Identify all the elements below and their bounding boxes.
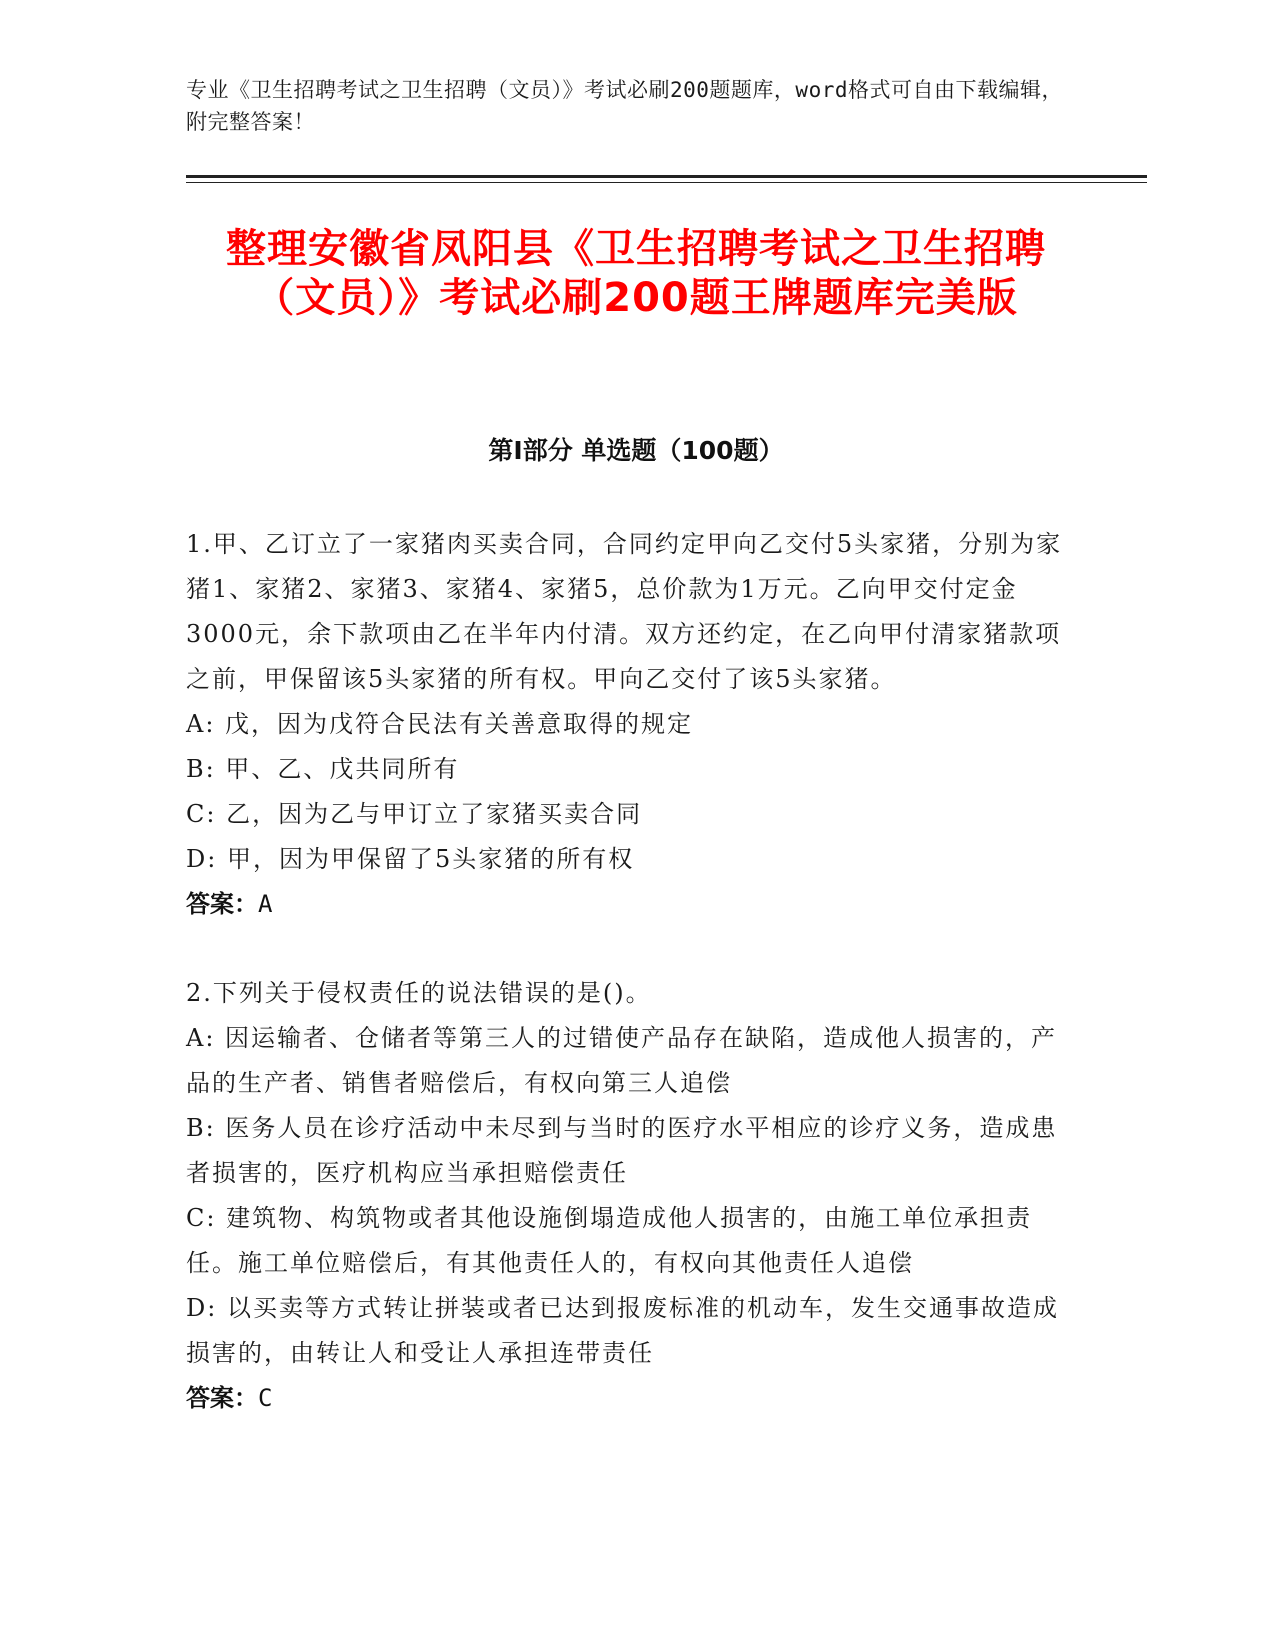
document-title: 整理安徽省凤阳县《卫生招聘考试之卫生招聘（文员）》考试必刷200题王牌题库完美版 [226, 226, 1046, 321]
answer-label: 答案： [186, 890, 258, 918]
option-d: D: 以买卖等方式转让拼装或者已达到报废标准的机动车，发生交通事故造成损害的，由转让人和受让人承担连带责任 [186, 1294, 1059, 1367]
option-d: D: 甲，因为甲保留了5头家猪的所有权 [186, 845, 635, 873]
option-a: A: 戊，因为戊符合民法有关善意取得的规定 [186, 710, 694, 738]
option-b: B: 医务人员在诊疗活动中未尽到与当时的医疗水平相应的诊疗义务，造成患者损害的，医疗机构应当承担赔偿责任 [186, 1114, 1058, 1187]
option-c: C: 建筑物、构筑物或者其他设施倒塌造成他人损害的，由施工单位承担责任。施工单位赔偿后，有其他责任人的，有权向其他责任人追偿 [186, 1204, 1033, 1277]
question-item [186, 522, 1066, 927]
header-divider-thin [186, 182, 1147, 183]
answer-value: A [258, 890, 273, 918]
header-divider-thick [186, 175, 1147, 178]
question-list [186, 522, 1066, 1465]
option-c: C: 乙，因为乙与甲订立了家猪买卖合同 [186, 800, 643, 828]
answer-row [186, 1376, 1066, 1421]
answer-row [186, 882, 1066, 927]
question-text: 1.甲、乙订立了一家猪肉买卖合同，合同约定甲向乙交付5头家猪，分别为家猪1、家猪2、家猪3、家猪4、家猪5，总价款为1万元。乙向甲交付定金3000元，余下款项由乙在半年内付清。双方还约定，在乙向甲付清家猪款项之前，甲保留该5头家猪的所有权。甲向乙交付了该5头家猪。 [186, 530, 1063, 693]
option-b: B: 甲、乙、戊共同所有 [186, 755, 460, 783]
answer-value: C [258, 1384, 273, 1412]
option-a: A: 因运输者、仓储者等第三人的过错使产品存在缺陷，造成他人损害的，产品的生产者、销售者赔偿后，有权向第三人追偿 [186, 1024, 1058, 1097]
answer-label: 答案： [186, 1384, 258, 1412]
question-item [186, 971, 1066, 1421]
section-heading: 第Ⅰ部分 单选题（100题） [488, 436, 784, 465]
header-note: 专业《卫生招聘考试之卫生招聘（文员）》考试必刷200题题库，word格式可自由下载编辑，附完整答案！ [186, 78, 1063, 134]
question-text: 2.下列关于侵权责任的说法错误的是()。 [186, 979, 652, 1007]
